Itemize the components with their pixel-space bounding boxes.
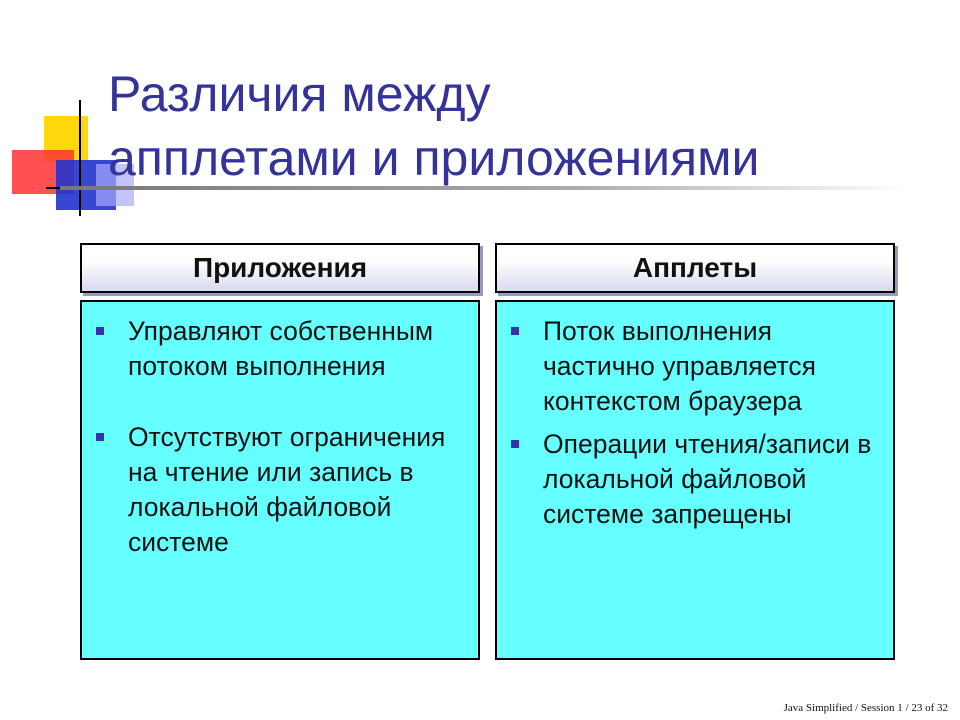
footer-page-number: 23 of 32 — [911, 702, 948, 714]
bullet-icon — [96, 433, 104, 441]
applets-box — [495, 300, 895, 660]
title-underline — [60, 186, 910, 190]
applets-header-label: Апплеты — [632, 252, 758, 283]
applets-list — [511, 314, 883, 532]
bullet-icon — [511, 327, 519, 335]
footer-course: Java Simplified / — [783, 702, 859, 714]
slide-title — [108, 62, 928, 190]
applications-header-label: Приложения — [192, 252, 368, 283]
list-item — [96, 420, 468, 560]
slide-title-line2: апплетами и приложениями — [108, 130, 760, 186]
list-item — [96, 314, 468, 384]
slide-footer — [784, 702, 948, 714]
applets-header — [495, 243, 895, 293]
list-item — [511, 427, 883, 532]
slide-title-line1: Различия между — [108, 66, 491, 122]
bullet-icon — [96, 327, 104, 335]
list-item-text: Поток выполнения частично управляется контекстом браузера — [543, 316, 816, 416]
list-item-text: Управляют собственным потоком выполнения — [128, 316, 434, 381]
applications-list — [96, 314, 468, 560]
bullet-icon — [511, 440, 519, 448]
applications-box — [80, 300, 480, 660]
list-item — [511, 314, 883, 419]
footer-session: Session 1 / — [860, 702, 909, 714]
list-item-text: Операции чтения/записи в локальной файловой системе запрещены — [543, 429, 872, 529]
list-item-text: Отсутствуют ограничения на чтение или запись в локальной файловой системе — [128, 422, 446, 557]
applications-header — [80, 243, 480, 293]
